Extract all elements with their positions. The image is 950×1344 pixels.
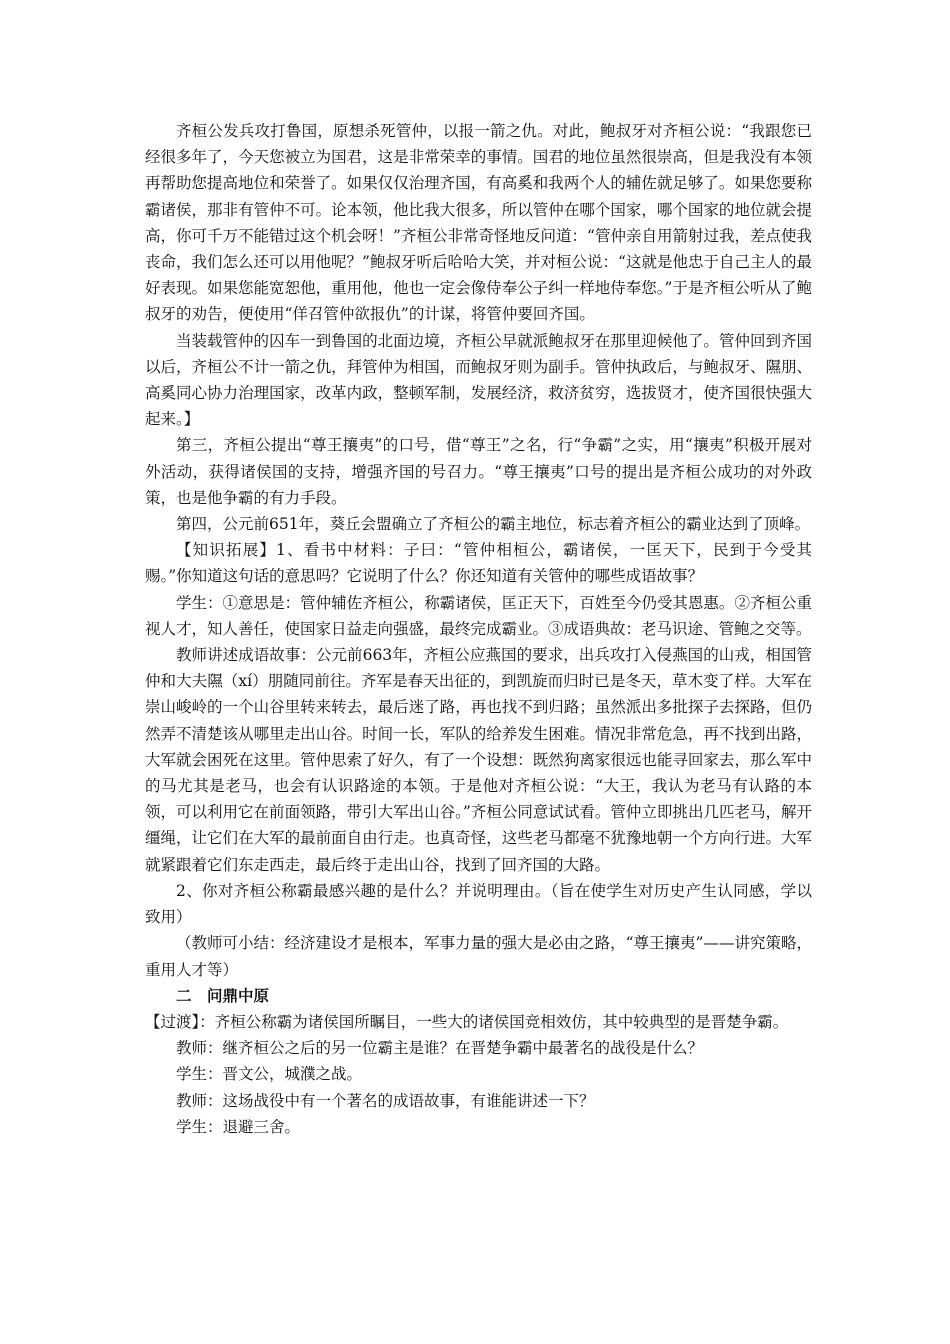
paragraph-guan-zhong-return: 当装载管仲的囚车一到鲁国的北面边境，齐桓公早就派鲍叔牙在那里迎候他了。管仲回到齐国以后，齐桓公不计一箭之仇，拜管仲为相国，而鲍叔牙则为副手。管仲执政后，与鲍叔牙、隰朋、高奚同心协力治理国家，改革内政，整顿军制，发展经济，救济贫穷，选拔贤才，使齐国很快强大起来。】 [145, 331, 812, 429]
paragraph-third-point: 第三，齐桓公提出“尊王攘夷”的口号，借“尊王”之名，行“争霸”之实，用“攘夷”积极开展对外活动，获得诸侯国的支持，增强齐国的号召力。“尊王攘夷”口号的提出是齐桓公成功的对外政策，也是他争霸的有力手段。 [145, 436, 812, 507]
document-body [145, 118, 812, 1140]
paragraph-student-idiom: 学生：退避三舍。 [176, 1117, 301, 1136]
paragraph-knowledge-extension: 【知识拓展】1、看书中材料：子曰：“管仲相桓公，霸诸侯，一匡天下，民到于今受其赐。”你知道这句话的意思吗？它说明了什么？你还知道有关管仲的哪些成语故事？ [145, 541, 812, 586]
paragraph-bao-shuya-advice: 齐桓公发兵攻打鲁国，原想杀死管仲，以报一箭之仇。对此，鲍叔牙对齐桓公说：“我跟您已经很多年了，今天您被立为国君，这是非常荣幸的事情。国君的地位虽然很崇高，但是我没有本领再帮助您提高地位和荣誉了。如果仅仅治理齐国，有高奚和我两个人的辅佐就足够了。如果您要称霸诸侯，那非有管仲不可。论本领，他比我大很多，所以管仲在哪个国家，哪个国家的地位就会提高，你可千万不能错过这个机会呀！”齐桓公非常奇怪地反问道：“管仲亲自用箭射过我，差点使我丧命，我们怎么还可以用他呢？”鲍叔牙听后哈哈大笑，并对桓公说：“这就是他忠于自己主人的最好表现。如果您能宽恕他，重用他，他也一定会像侍奉公子纠一样地侍奉您。”于是齐桓公听从了鲍叔牙的劝告，便使用“佯召管仲欲报仇”的计谋，将管仲要回齐国。 [145, 122, 812, 324]
paragraph-teacher-question: 教师：继齐桓公之后的另一位霸主是谁？在晋楚争霸中最著名的战役是什么？ [176, 1039, 704, 1058]
section-heading: 二 问鼎中原 [176, 985, 270, 1005]
paragraph-fourth-point: 第四，公元前651年，葵丘会盟确立了齐桓公的霸主地位，标志着齐桓公的霸业达到了顶峰。 [176, 515, 811, 534]
paragraph-teacher-summary: （教师可小结：经济建设才是根本，军事力量的强大是必由之路，“尊王攘夷”——讲究策略，重用人才等） [145, 934, 812, 979]
paragraph-student-answer: 学生：①意思是：管仲辅佐齐桓公，称霸诸侯，匡正天下，百姓至今仍受其恩惠。②齐桓公重视人才，知人善任，使国家日益走向强盛，最终完成霸业。③成语典故：老马识途、管鲍之交等。 [145, 593, 812, 638]
paragraph-question-two: 2、你对齐桓公称霸最感兴趣的是什么？并说明理由。（旨在使学生对历史产生认同感，学以致用） [145, 881, 812, 927]
paragraph-teacher-prompt: 教师：这场战役中有一个著名的成语故事，有谁能讲述一下？ [176, 1091, 595, 1110]
paragraph-student-reply: 学生：晋文公，城濮之战。 [176, 1065, 363, 1084]
paragraph-teacher-story: 教师讲述成语故事：公元前663年，齐桓公应燕国的要求，出兵攻打入侵燕国的山戎，相国管仲和大夫隰（xí）朋随同前往。齐军是春天出征的，到凯旋而归时已是冬天，草木变了样。大军在崇山峻岭的一个山谷里转来转去，最后迷了路，再也找不到归路；虽然派出多批探子去探路，但仍然弄不清楚该从哪里走出山谷。时间一长，军队的给养发生困难。情况非常危急，再不找到出路，大军就会困死在这里。管仲思索了好久，有了一个设想：既然狗离家很远也能寻回家去，那么军中的马尤其是老马，也会有认识路途的本领。于是他对齐桓公说：“大王，我认为老马有认路的本领，可以利用它在前面领路，带引大军出山谷。”齐桓公同意试试看。管仲立即挑出几匹老马，解开缰绳，让它们在大军的最前面自由行走。也真奇怪，这些老马都毫不犹豫地朝一个方向行进。大军就紧跟着它们东走西走，最后终于走出山谷，找到了回齐国的大路。 [145, 646, 812, 874]
paragraph-transition: 【过渡】：齐桓公称霸为诸侯国所瞩目，一些大的诸侯国竞相效仿，其中较典型的是晋楚争霸。 [145, 1012, 789, 1031]
